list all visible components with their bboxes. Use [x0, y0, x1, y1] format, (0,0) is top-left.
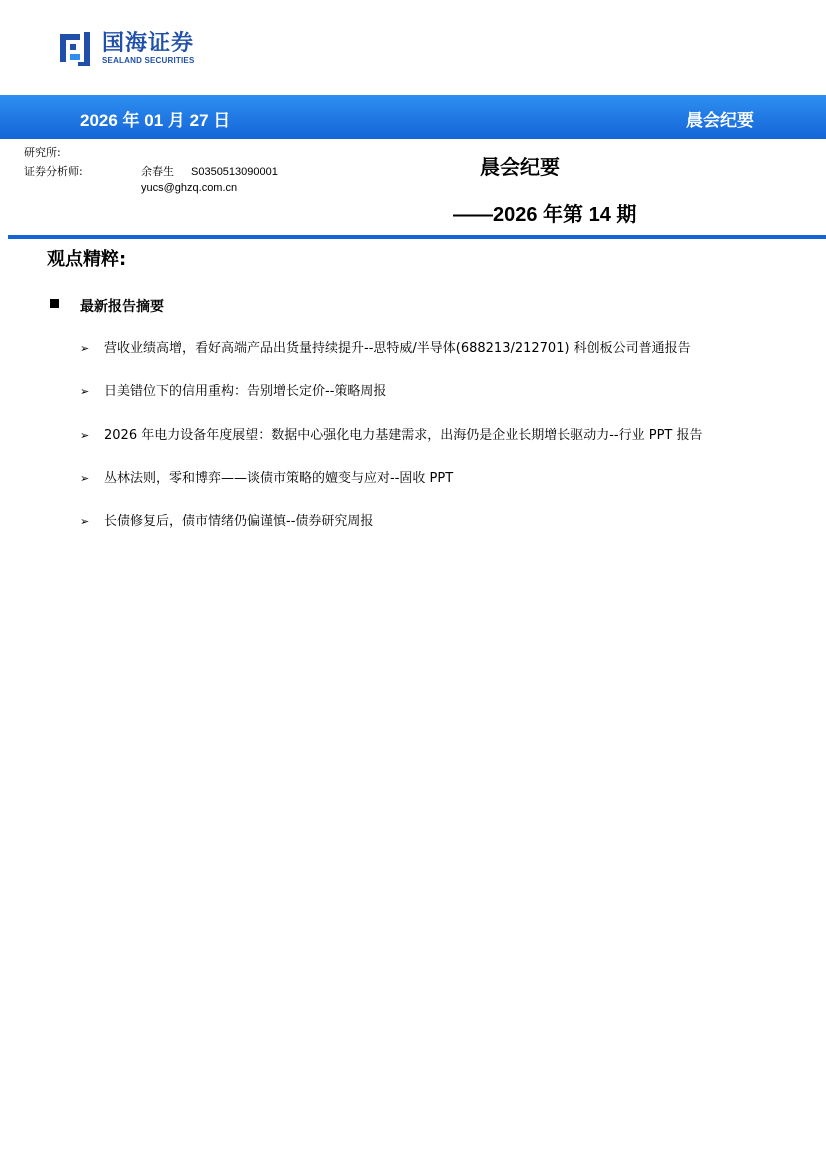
sealand-logo-icon: [58, 30, 96, 68]
logo-english-name: SEALAND SECURITIES: [102, 56, 195, 65]
list-item: [80, 384, 386, 400]
institute-label: 研究所:: [24, 146, 61, 159]
arrow-bullet-icon: ➢: [80, 472, 90, 485]
company-logo: [58, 30, 195, 68]
header-divider: [8, 235, 826, 239]
arrow-bullet-icon: ➢: [80, 429, 90, 442]
banner-report-type: 晨会纪要: [686, 111, 754, 131]
section-subheading: 最新报告摘要: [80, 299, 164, 315]
report-date: 2026 年 01 月 27 日: [80, 111, 231, 130]
report-title[interactable]: 长债修复后，债市情绪仍偏谨慎--债券研究周报: [104, 514, 374, 529]
analyst-email[interactable]: yucs@ghzq.com.cn: [141, 182, 238, 194]
document-title: 晨会纪要: [480, 155, 560, 179]
list-item: [80, 428, 702, 444]
square-bullet-icon: [50, 299, 59, 308]
list-item: [80, 514, 373, 530]
report-title[interactable]: 2026 年电力设备年度展望：数据中心强化电力基建需求，出海仍是企业长期增长驱动力--行业 PPT 报告: [104, 428, 703, 443]
report-title[interactable]: 丛林法则，零和博弈——谈债市策略的嬗变与应对--固收 PPT: [104, 471, 454, 486]
list-item: [80, 471, 453, 487]
analyst-name: 余春生: [141, 165, 174, 178]
analyst-id: S0350513090001: [191, 166, 278, 178]
arrow-bullet-icon: ➢: [80, 342, 90, 355]
section-heading: 观点精粹:: [47, 249, 127, 270]
report-title[interactable]: 营收业绩高增，看好高端产品出货量持续提升--思特威/半导体(688213/212701) 科创板公司普通报告: [104, 341, 691, 356]
arrow-bullet-icon: ➢: [80, 515, 90, 528]
arrow-bullet-icon: ➢: [80, 385, 90, 398]
issue-number: ——2026 年第 14 期: [453, 204, 637, 226]
logo-chinese-name: 国海证券: [102, 31, 195, 56]
report-title[interactable]: 日美错位下的信用重构：告别增长定价--策略周报: [104, 384, 387, 399]
list-item: [80, 341, 691, 357]
header-banner: [0, 95, 826, 139]
analyst-label: 证券分析师:: [24, 165, 83, 178]
